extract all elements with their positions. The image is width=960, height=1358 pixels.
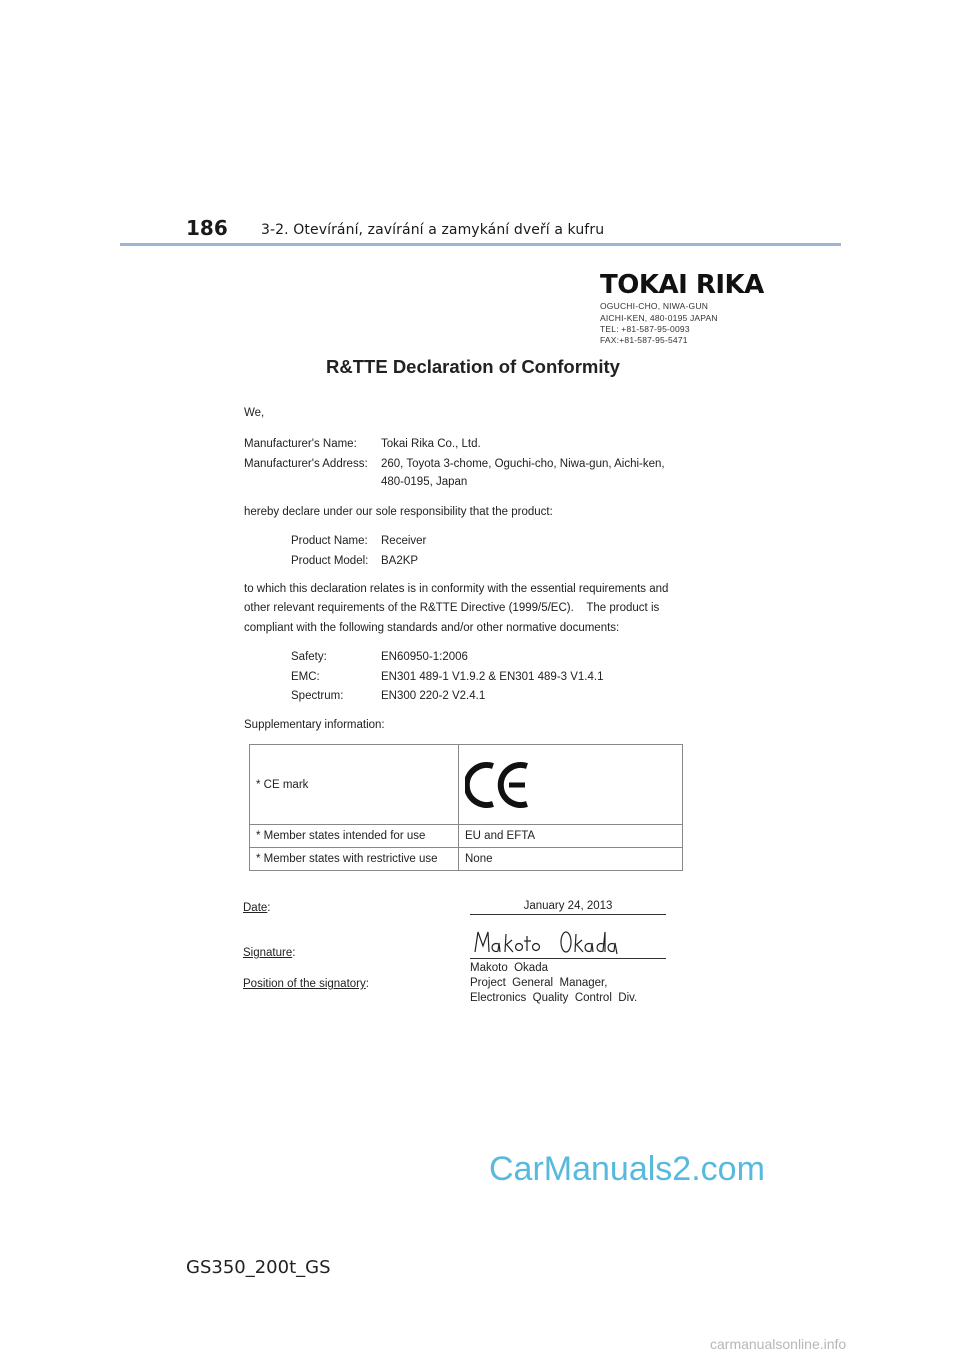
address-line: OGUCHI-CHO, NIWA-GUN bbox=[600, 301, 709, 311]
standard-label: Safety: bbox=[291, 651, 327, 663]
address-line: TEL: +81-587-95-0093 bbox=[600, 324, 690, 334]
date-label-row: Date: bbox=[243, 902, 271, 914]
address-line: FAX:+81-587-95-5471 bbox=[600, 335, 688, 345]
product-model-label: Product Model: bbox=[291, 555, 369, 567]
date-underline bbox=[470, 914, 666, 915]
table-row bbox=[250, 848, 683, 871]
table-cell: * Member states with restrictive use bbox=[250, 848, 459, 871]
manufacturer-address-label: Manufacturer's Address: bbox=[244, 458, 368, 470]
manufacturer-name-label: Manufacturer's Name: bbox=[244, 438, 357, 450]
section-title: 3-2. Otevírání, zavírání a zamykání dveří a kufru bbox=[261, 222, 605, 238]
table-cell: * Member states intended for use bbox=[250, 825, 459, 848]
header-rule bbox=[120, 243, 841, 246]
standard-value: EN300 220-2 V2.4.1 bbox=[381, 690, 486, 702]
signatory-line: Makoto Okada bbox=[470, 962, 548, 974]
table-row bbox=[250, 825, 683, 848]
table-cell: None bbox=[459, 848, 683, 871]
manufacturer-address-line: 260, Toyota 3-chome, Oguchi-cho, Niwa-gun, Aichi-ken, bbox=[381, 458, 665, 470]
conformity-line: other relevant requirements of the R&TTE Directive (1999/5/EC). The product is bbox=[244, 602, 660, 614]
model-code: GS350_200t_GS bbox=[186, 1257, 331, 1278]
standard-label: EMC: bbox=[291, 671, 320, 683]
signature-label: Signature bbox=[243, 947, 293, 959]
product-name-value: Receiver bbox=[381, 535, 427, 547]
signature-label-row: Signature: bbox=[243, 947, 296, 959]
date-label: Date bbox=[243, 902, 268, 914]
address-line: AICHI-KEN, 480-0195 JAPAN bbox=[600, 313, 718, 323]
date-value: January 24, 2013 bbox=[523, 900, 613, 912]
product-model-value: BA2KP bbox=[381, 555, 419, 567]
position-label: Position of the signatory bbox=[243, 978, 366, 990]
standard-value: EN301 489-1 V1.9.2 & EN301 489-3 V1.4.1 bbox=[381, 671, 604, 683]
signatory-line: Electronics Quality Control Div. bbox=[470, 992, 638, 1004]
standard-value: EN60950-1:2006 bbox=[381, 651, 468, 663]
company-logo: TOKAI RIKA bbox=[600, 270, 764, 300]
table-row bbox=[250, 745, 683, 825]
ce-mark-icon bbox=[465, 760, 535, 810]
conformity-line: to which this declaration relates is in conformity with the essential requirements and bbox=[244, 583, 669, 595]
position-label-row: Position of the signatory: bbox=[243, 978, 369, 990]
table-cell: * CE mark bbox=[250, 745, 459, 825]
standard-label: Spectrum: bbox=[291, 690, 344, 702]
supplementary-label: Supplementary information: bbox=[244, 719, 385, 731]
we-text: We, bbox=[244, 407, 265, 419]
hereby-text: hereby declare under our sole responsibility that the product: bbox=[244, 506, 553, 518]
manufacturer-address-line: 480-0195, Japan bbox=[381, 476, 468, 488]
manufacturer-name-value: Tokai Rika Co., Ltd. bbox=[381, 438, 481, 450]
signatory-line: Project General Manager, bbox=[470, 977, 608, 989]
document-title: R&TTE Declaration of Conformity bbox=[326, 356, 620, 377]
page-number: 186 bbox=[186, 216, 228, 240]
product-name-label: Product Name: bbox=[291, 535, 368, 547]
conformity-line: compliant with the following standards and/or other normative documents: bbox=[244, 622, 620, 634]
table-cell: EU and EFTA bbox=[459, 825, 683, 848]
supplementary-table bbox=[249, 744, 683, 871]
handwritten-signature bbox=[472, 928, 622, 958]
signature-underline bbox=[470, 958, 666, 959]
watermark-text: CarManuals2.com bbox=[489, 1150, 765, 1188]
table-cell bbox=[459, 745, 683, 825]
site-watermark: carmanualsonline.info bbox=[710, 1336, 847, 1352]
